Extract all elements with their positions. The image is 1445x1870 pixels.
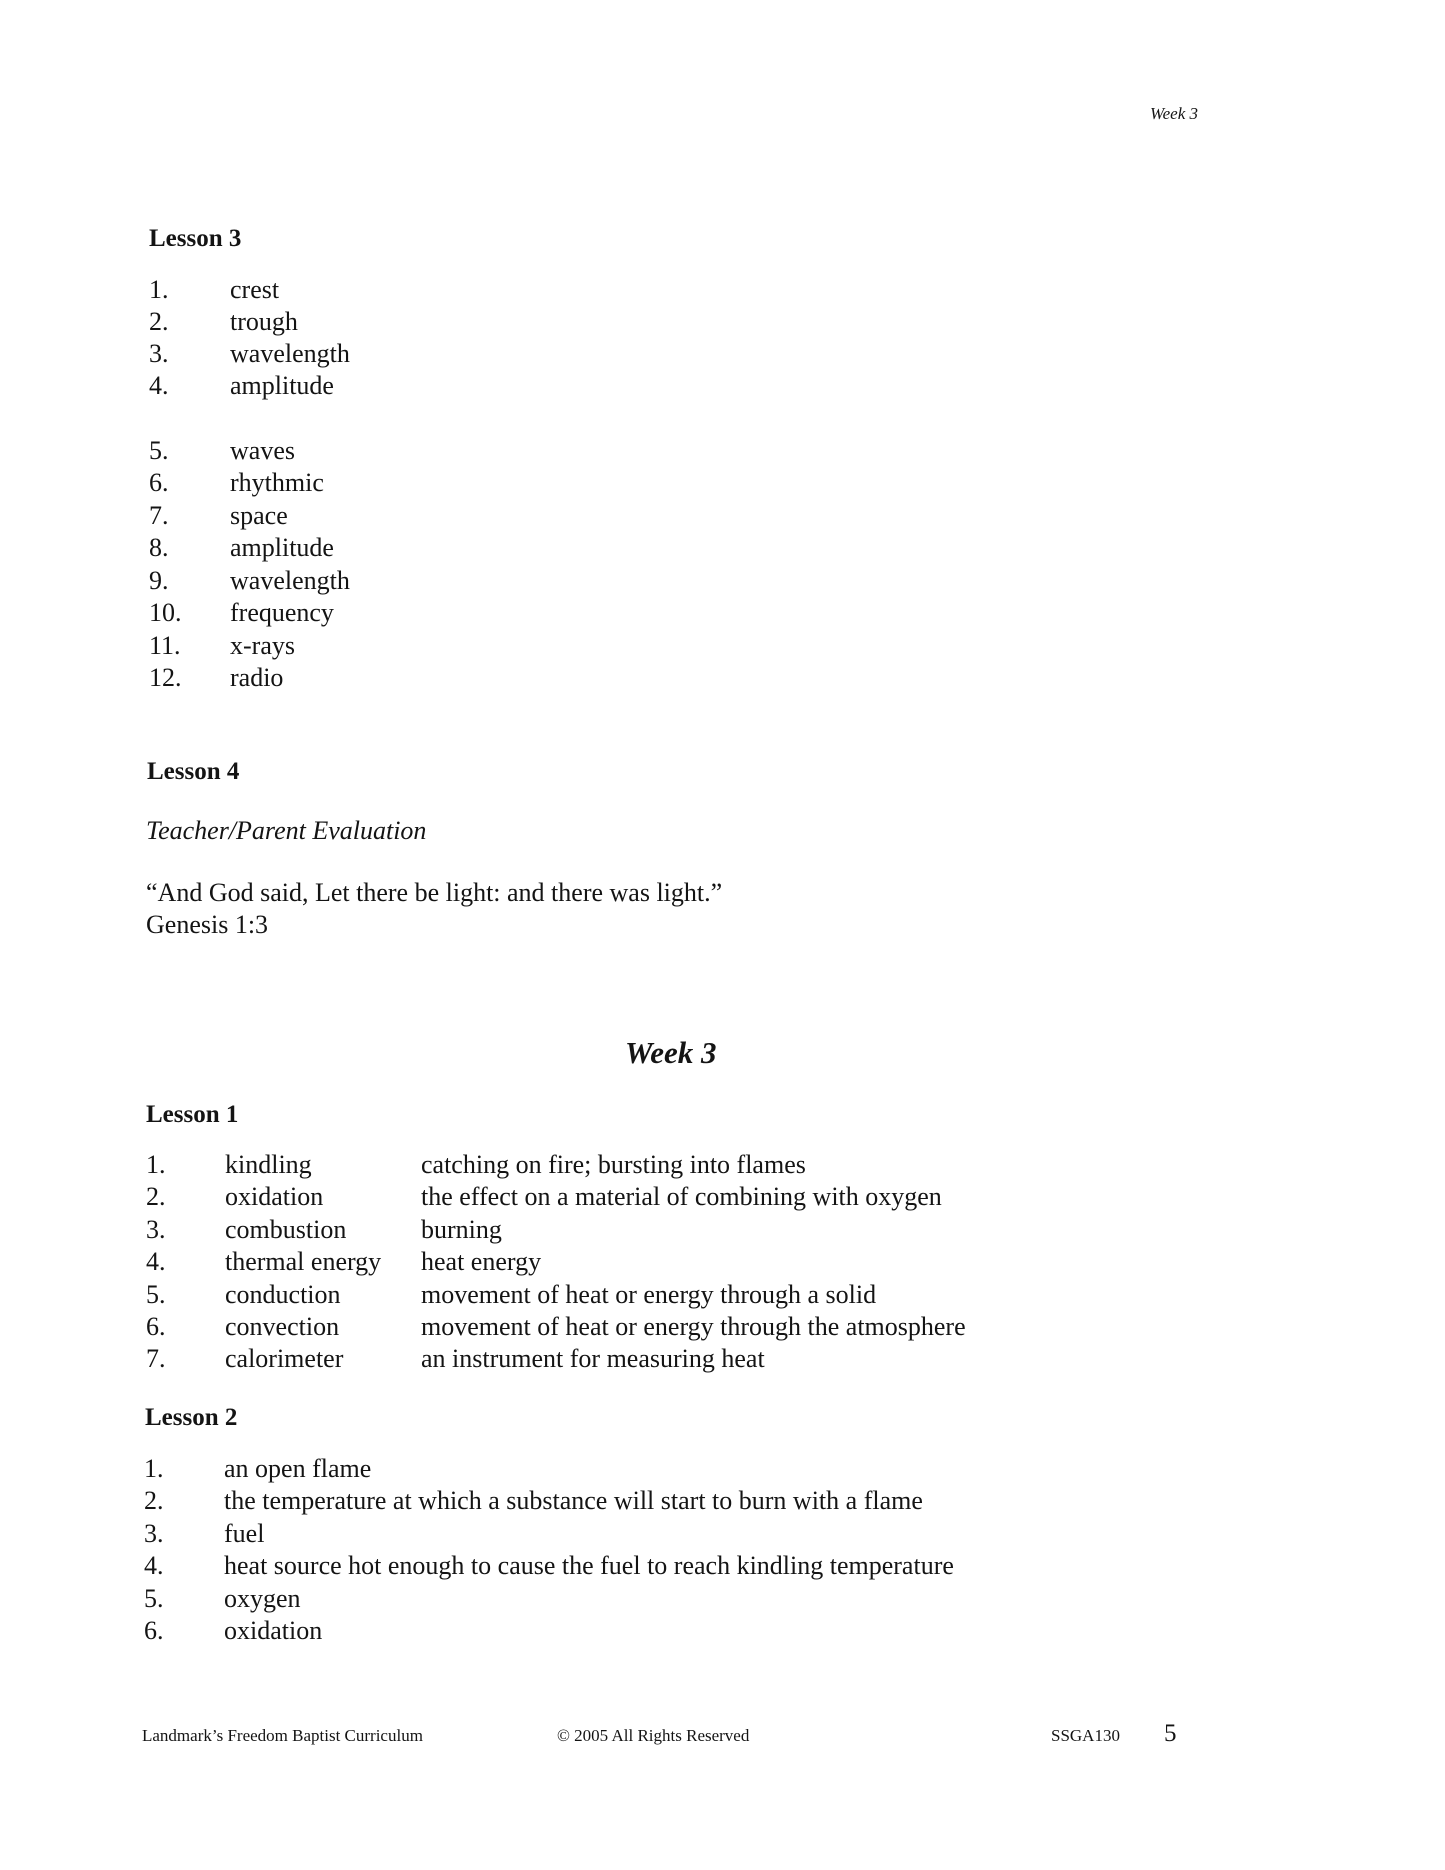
list-item-number: 1.: [144, 1454, 164, 1483]
list-item: waves: [230, 436, 295, 465]
list-item-number: 6.: [144, 1616, 164, 1645]
running-head: Week 3: [1150, 104, 1198, 123]
footer-code: SSGA130: [1051, 1726, 1120, 1745]
vocabulary-term: conduction: [225, 1280, 341, 1309]
list-item: oxygen: [224, 1584, 301, 1613]
lesson-4-title: Lesson 4: [147, 758, 240, 785]
vocabulary-term: oxidation: [225, 1182, 324, 1211]
evaluation-note: Teacher/Parent Evaluation: [146, 816, 427, 845]
table-row-number: 6.: [146, 1312, 166, 1341]
vocabulary-definition: catching on fire; bursting into flames: [421, 1150, 806, 1179]
vocabulary-definition: burning: [421, 1215, 502, 1244]
page-number: 5: [1164, 1720, 1177, 1747]
vocabulary-definition: an instrument for measuring heat: [421, 1344, 765, 1373]
list-item: amplitude: [230, 533, 334, 562]
list-item-number: 7.: [149, 501, 169, 530]
lesson-3-title: Lesson 3: [149, 225, 242, 252]
list-item: frequency: [230, 598, 334, 627]
vocabulary-term: convection: [225, 1312, 340, 1341]
list-item-number: 2.: [144, 1486, 164, 1515]
footer-copyright: © 2005 All Rights Reserved: [557, 1726, 750, 1745]
scripture-reference: Genesis 1:3: [146, 910, 269, 939]
table-row-number: 7.: [146, 1344, 166, 1373]
list-item-number: 4.: [149, 371, 169, 400]
footer-publisher: Landmark’s Freedom Baptist Curriculum: [142, 1726, 423, 1745]
table-row-number: 2.: [146, 1182, 166, 1211]
list-item-number: 5.: [144, 1584, 164, 1613]
list-item-number: 12.: [149, 663, 182, 692]
table-row-number: 4.: [146, 1247, 166, 1276]
list-item: heat source hot enough to cause the fuel to reach kindling temperature: [224, 1551, 954, 1580]
vocabulary-term: thermal energy: [225, 1247, 382, 1276]
table-row-number: 5.: [146, 1280, 166, 1309]
vocabulary-definition: movement of heat or energy through the atmosphere: [421, 1312, 966, 1341]
list-item: fuel: [224, 1519, 265, 1548]
list-item: amplitude: [230, 371, 334, 400]
list-item-number: 11.: [149, 631, 181, 660]
table-row-number: 1.: [146, 1150, 166, 1179]
vocabulary-term: calorimeter: [225, 1344, 344, 1373]
lesson-1-title: Lesson 1: [146, 1101, 239, 1128]
vocabulary-term: combustion: [225, 1215, 347, 1244]
table-row-number: 3.: [146, 1215, 166, 1244]
vocabulary-definition: movement of heat or energy through a solid: [421, 1280, 877, 1309]
week-heading: Week 3: [625, 1035, 717, 1070]
list-item: trough: [230, 307, 298, 336]
list-item: x-rays: [230, 631, 295, 660]
vocabulary-term: kindling: [225, 1150, 312, 1179]
vocabulary-definition: the effect on a material of combining with oxygen: [421, 1182, 942, 1211]
list-item-number: 3.: [144, 1519, 164, 1548]
vocabulary-definition: heat energy: [421, 1247, 542, 1276]
list-item: oxidation: [224, 1616, 323, 1645]
list-item: an open flame: [224, 1454, 372, 1483]
list-item: the temperature at which a substance will start to burn with a flame: [224, 1486, 923, 1515]
list-item-number: 4.: [144, 1551, 164, 1580]
list-item: space: [230, 501, 288, 530]
list-item-number: 10.: [149, 598, 182, 627]
list-item-number: 3.: [149, 339, 169, 368]
scripture-quote: “And God said, Let there be light: and there was light.”: [146, 878, 723, 907]
list-item: radio: [230, 663, 284, 692]
list-item: crest: [230, 275, 280, 304]
list-item-number: 5.: [149, 436, 169, 465]
list-item-number: 9.: [149, 566, 169, 595]
list-item: rhythmic: [230, 468, 324, 497]
list-item-number: 8.: [149, 533, 169, 562]
list-item: wavelength: [230, 339, 350, 368]
list-item-number: 6.: [149, 468, 169, 497]
list-item: wavelength: [230, 566, 350, 595]
list-item-number: 2.: [149, 307, 169, 336]
lesson-2-title: Lesson 2: [145, 1404, 238, 1431]
list-item-number: 1.: [149, 275, 169, 304]
